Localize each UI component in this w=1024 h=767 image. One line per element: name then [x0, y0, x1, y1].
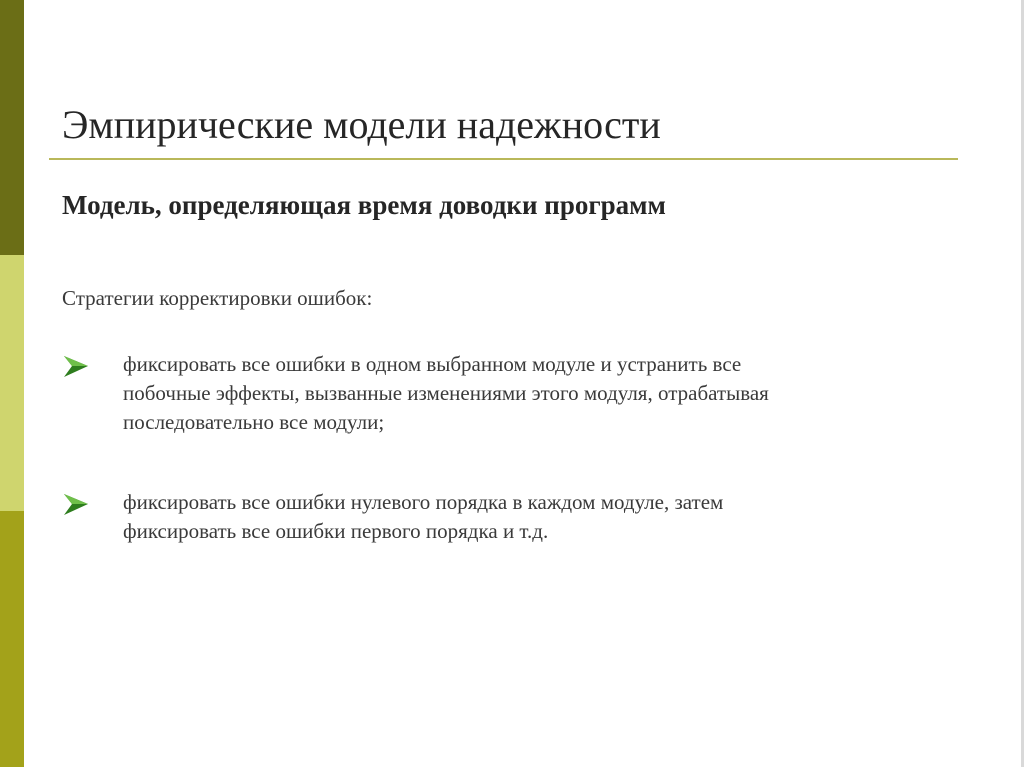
sidebar-stripe-dark [0, 0, 24, 255]
sidebar-stripe-light [0, 255, 24, 511]
arrowhead-icon [62, 352, 90, 380]
sidebar-stripe-olive [0, 511, 24, 767]
slide-subtitle: Модель, определяющая время доводки программ [62, 190, 666, 220]
arrowhead-icon [62, 490, 90, 518]
title-underline [49, 158, 958, 160]
bullet-text: фиксировать все ошибки нулевого порядка в каждом модуле, затем фиксировать все ошибки первого порядка и т.д. [123, 490, 724, 543]
bullet-text: фиксировать все ошибки в одном выбранном модуле и устранить все побочные эффекты, вызванные изменениями этого модуля, отрабатывая последовательно все модули; [123, 352, 769, 434]
intro-text: Стратегии корректировки ошибок: [62, 286, 373, 310]
slide-title: Эмпирические модели надежности [62, 102, 661, 147]
